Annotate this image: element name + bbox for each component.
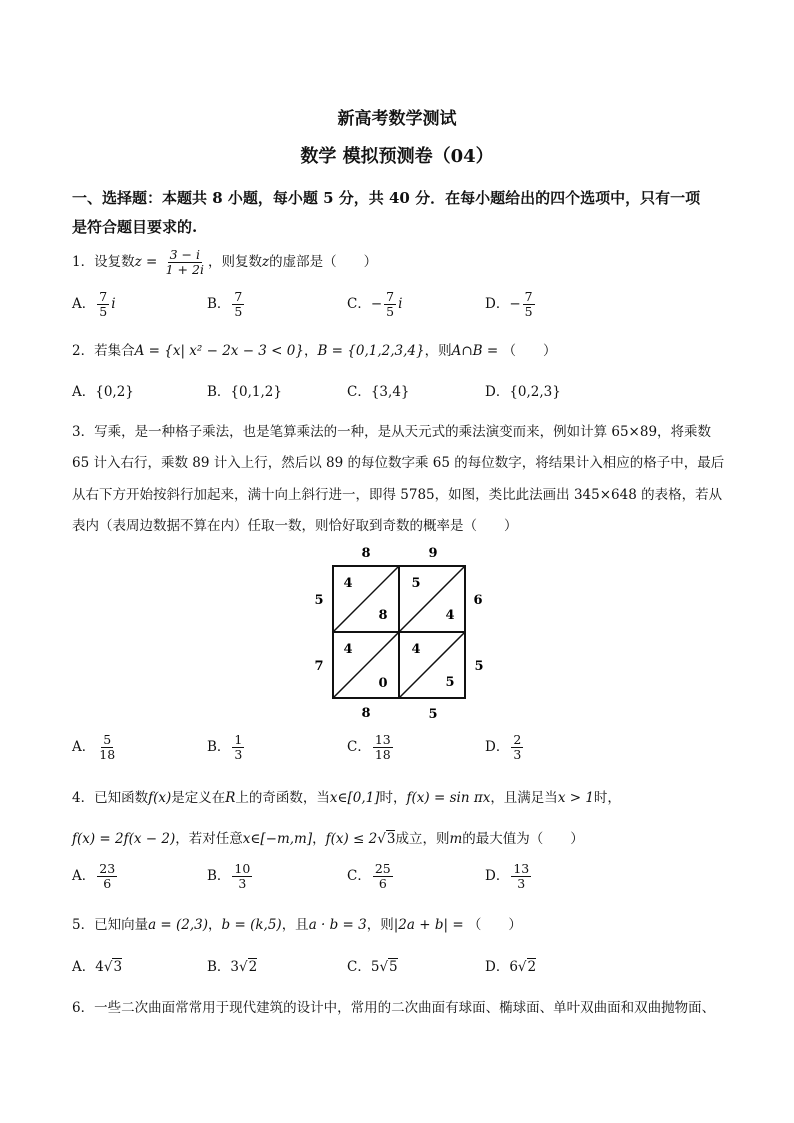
question-1-stem bbox=[72, 248, 377, 277]
option-radicand: 3 bbox=[113, 959, 123, 975]
option-fraction bbox=[232, 733, 244, 762]
q4-text: 上的奇函数，当 bbox=[235, 790, 330, 806]
q3-line-2: 65 计入右行，乘数 89 计入上行，然后以 89 的每位数字乘 65 的每位数字，将结果计入相应的格子中，最后 bbox=[72, 455, 725, 471]
q4-text: ， bbox=[312, 831, 326, 847]
option-fraction bbox=[523, 290, 535, 319]
lattice-grid-figure bbox=[300, 540, 500, 725]
frac-num: 5 bbox=[103, 732, 112, 747]
page-title: 新高考数学测试 bbox=[337, 109, 457, 129]
option-coef: 5 bbox=[370, 959, 380, 975]
frac-den: 18 bbox=[374, 746, 391, 762]
frac-num: 7 bbox=[234, 289, 243, 304]
option-suffix: i bbox=[398, 295, 403, 312]
q4-math: x > 1 bbox=[557, 790, 594, 806]
frac-den: 6 bbox=[378, 875, 387, 891]
grid-right-digit: 5 bbox=[474, 659, 484, 674]
grid-right-digit: 6 bbox=[473, 593, 483, 608]
option-radicand: 5 bbox=[389, 959, 398, 975]
option-label: B． bbox=[207, 295, 231, 312]
cell-digit: 4 bbox=[343, 576, 353, 591]
frac-den: 5 bbox=[234, 303, 243, 319]
q1-option-c[interactable] bbox=[347, 290, 402, 319]
q4-math: f(x) = sin πx bbox=[406, 790, 491, 806]
option-label: B． bbox=[207, 959, 231, 975]
cell-digit: 5 bbox=[445, 675, 455, 690]
q4-option-d[interactable] bbox=[485, 862, 533, 891]
option-text: {0,2,3} bbox=[509, 384, 561, 400]
option-label: B． bbox=[207, 738, 231, 755]
question-4-stem-line1 bbox=[72, 786, 621, 806]
q4-math: x∈[0,1] bbox=[329, 790, 380, 806]
q2-post: ，则 bbox=[424, 343, 452, 359]
q2-set-b: B = {0,1,2,3,4} bbox=[317, 343, 425, 359]
option-fraction bbox=[511, 862, 531, 891]
sqrt-symbol: √ bbox=[377, 831, 386, 847]
sqrt-symbol: √ bbox=[103, 959, 113, 975]
q2-option-b[interactable] bbox=[207, 380, 282, 400]
q1-eq: = bbox=[141, 253, 162, 270]
q4-math: m bbox=[449, 831, 463, 847]
frac-num: 10 bbox=[234, 861, 251, 876]
option-label: C． bbox=[347, 738, 371, 755]
frac-den: 3 bbox=[517, 875, 526, 891]
option-label: C． bbox=[347, 867, 371, 884]
option-coef: 6 bbox=[509, 959, 518, 975]
q4-math: f(x) bbox=[148, 790, 172, 806]
option-fraction bbox=[97, 290, 109, 319]
frac-num: 25 bbox=[374, 861, 391, 876]
q5-norm: |2a + b| bbox=[393, 917, 449, 933]
option-label: B． bbox=[207, 384, 231, 400]
option-fraction bbox=[97, 862, 117, 891]
q1-pre: 1．设复数 bbox=[72, 253, 135, 270]
q1-frac-den: 1 + 2i bbox=[165, 261, 204, 277]
q4-math: f(x) = 2f(x − 2) bbox=[72, 831, 176, 847]
option-coef: 4 bbox=[95, 959, 104, 975]
option-fraction bbox=[97, 733, 117, 762]
option-fraction bbox=[373, 733, 393, 762]
frac-den: 3 bbox=[513, 746, 522, 762]
frac-num: 1 bbox=[234, 732, 243, 747]
q4-math: x∈[−m,m] bbox=[242, 831, 313, 847]
frac-den: 3 bbox=[238, 875, 247, 891]
frac-den: 5 bbox=[386, 303, 395, 319]
q4-text: 时， bbox=[379, 790, 407, 806]
sqrt-symbol: √ bbox=[379, 959, 389, 975]
option-fraction bbox=[232, 862, 252, 891]
option-label: D． bbox=[485, 959, 510, 975]
option-label: D． bbox=[485, 738, 510, 755]
frac-num: 13 bbox=[374, 732, 391, 747]
q1-post: ，则复数 bbox=[207, 253, 262, 270]
option-text: {0,1,2} bbox=[230, 384, 282, 400]
q5-option-b[interactable] bbox=[207, 955, 257, 975]
q1-z2: z bbox=[261, 253, 270, 270]
q5-vector-b: b = (k,5) bbox=[221, 917, 282, 933]
q5-text: ，且 bbox=[281, 917, 309, 933]
q5-dot-product: a · b = 3 bbox=[308, 917, 367, 933]
q2-post2: = （ ） bbox=[482, 343, 557, 359]
q4-text: 的最大值为（ ） bbox=[462, 831, 584, 847]
q2-expr: A∩B bbox=[451, 343, 483, 359]
option-label: C． bbox=[347, 384, 371, 400]
grid-left-digit: 7 bbox=[314, 659, 324, 674]
frac-den: 6 bbox=[103, 875, 112, 891]
frac-num: 7 bbox=[99, 289, 108, 304]
q2-option-a[interactable] bbox=[72, 380, 134, 400]
grid-left-digit: 5 bbox=[314, 593, 324, 608]
q4-option-c[interactable] bbox=[347, 862, 395, 891]
section-heading-line1: 一、选择题：本题共 8 小题，每小题 5 分，共 40 分．在每小题给出的四个选项中，只有一项 bbox=[72, 189, 701, 207]
question-5-stem bbox=[72, 913, 522, 933]
question-4-stem-line2 bbox=[72, 827, 584, 847]
q3-option-a[interactable] bbox=[72, 733, 119, 762]
option-coef: 3 bbox=[230, 959, 240, 975]
q4-text: 是定义在 bbox=[171, 790, 226, 806]
option-label: A． bbox=[72, 959, 96, 975]
sqrt-symbol: √ bbox=[239, 959, 248, 975]
grid-diagonal bbox=[399, 566, 465, 632]
frac-num: 13 bbox=[513, 861, 530, 876]
option-label: A． bbox=[72, 384, 96, 400]
q4-math: R bbox=[225, 790, 236, 806]
q5-text: 5．已知向量 bbox=[72, 917, 149, 933]
q4-text: ，若对任意 bbox=[175, 831, 243, 847]
cell-digit: 0 bbox=[378, 676, 388, 691]
q5-option-d[interactable] bbox=[485, 955, 536, 975]
q4-text: 成立，则 bbox=[395, 831, 450, 847]
option-text: {0,2} bbox=[95, 384, 134, 400]
q1-option-b[interactable] bbox=[207, 290, 246, 319]
option-label: C． bbox=[347, 295, 371, 312]
option-sign: − bbox=[509, 295, 521, 312]
option-fraction bbox=[511, 733, 523, 762]
option-sign: − bbox=[370, 295, 383, 312]
option-label: B． bbox=[207, 867, 231, 884]
q1-post2: 的虚部是（ ） bbox=[269, 253, 378, 270]
q5-text: ，则 bbox=[366, 917, 394, 933]
q4-math: f(x) ≤ 2 bbox=[325, 831, 378, 847]
q4-option-b[interactable] bbox=[207, 862, 254, 891]
q2-mid: ， bbox=[303, 343, 318, 359]
q1-z: z bbox=[134, 253, 142, 270]
q4-text: 时， bbox=[593, 790, 621, 806]
option-fraction bbox=[384, 290, 396, 319]
q5-text: = （ ） bbox=[448, 917, 522, 933]
q4-text: ，且满足当 bbox=[490, 790, 558, 806]
sqrt-symbol: √ bbox=[517, 959, 527, 975]
q5-option-a[interactable] bbox=[72, 955, 122, 975]
frac-den: 3 bbox=[234, 746, 243, 762]
option-label: D． bbox=[485, 867, 510, 884]
question-2-stem bbox=[72, 339, 556, 359]
q6-line-1: 6．一些二次曲面常常用于现代建筑的设计中，常用的二次曲面有球面、椭球面、单叶双曲面和双曲抛物面、 bbox=[72, 1000, 716, 1016]
q3-line-1: 3．写乘，是一种格子乘法，也是笔算乘法的一种，是从天元式的乘法演变而来，例如计算 65×89，将乘数 bbox=[72, 424, 712, 440]
cell-digit: 4 bbox=[411, 642, 421, 657]
frac-num: 7 bbox=[524, 289, 533, 304]
q2-pre: 2．若集合 bbox=[72, 343, 135, 359]
frac-num: 23 bbox=[99, 861, 116, 876]
q4-text: 4．已知函数 bbox=[72, 790, 149, 806]
grid-top-digit: 9 bbox=[428, 546, 438, 561]
q1-fraction bbox=[164, 248, 206, 277]
q2-set-a: A = {x| x² − 2x − 3 < 0} bbox=[134, 343, 304, 359]
q3-option-d[interactable] bbox=[485, 733, 525, 762]
option-label: A． bbox=[72, 738, 96, 755]
frac-num: 7 bbox=[386, 289, 395, 304]
option-label: A． bbox=[72, 295, 96, 312]
q3-line-3: 从右下方开始按斜行加起来，满十向上斜行进一，即得 5785，如图，类比此法画出 345×648 的表格，若从 bbox=[72, 487, 723, 503]
cell-digit: 4 bbox=[343, 642, 353, 657]
option-fraction bbox=[373, 862, 393, 891]
page-subtitle: 数学 模拟预测卷（04） bbox=[300, 146, 494, 167]
q5-option-c[interactable] bbox=[347, 955, 398, 975]
cell-digit: 5 bbox=[411, 576, 421, 591]
q3-line-4: 表内（表周边数据不算在内）任取一数，则恰好取到奇数的概率是（ ） bbox=[72, 518, 518, 534]
q2-option-d[interactable] bbox=[485, 380, 561, 400]
frac-den: 5 bbox=[524, 303, 533, 319]
section-heading-line2: 是符合题目要求的. bbox=[72, 218, 198, 236]
option-suffix: i bbox=[111, 295, 116, 312]
q1-option-d[interactable] bbox=[485, 290, 537, 319]
option-label: D． bbox=[485, 384, 510, 400]
cell-digit: 8 bbox=[378, 608, 388, 623]
q5-text: ， bbox=[208, 917, 222, 933]
option-label: C． bbox=[347, 959, 371, 975]
grid-bottom-digit: 8 bbox=[361, 706, 371, 721]
grid-top-digit: 8 bbox=[361, 546, 371, 561]
option-label: D． bbox=[485, 295, 510, 312]
q2-option-c[interactable] bbox=[347, 380, 410, 400]
q1-option-a[interactable] bbox=[72, 290, 116, 319]
frac-den: 18 bbox=[99, 746, 116, 762]
option-radicand: 2 bbox=[248, 959, 258, 975]
option-text: {3,4} bbox=[370, 384, 410, 400]
q3-option-c[interactable] bbox=[347, 733, 395, 762]
grid-bottom-digit: 5 bbox=[428, 707, 438, 722]
q3-option-b[interactable] bbox=[207, 733, 246, 762]
grid-diagonal bbox=[399, 632, 465, 698]
q5-vector-a: a = (2,3) bbox=[148, 917, 209, 933]
q4-option-a[interactable] bbox=[72, 862, 119, 891]
q4-radicand: 3 bbox=[386, 831, 396, 847]
option-radicand: 2 bbox=[527, 959, 537, 975]
frac-den: 5 bbox=[99, 303, 108, 319]
q1-frac-num: 3 − i bbox=[169, 247, 200, 262]
frac-num: 2 bbox=[513, 732, 522, 747]
cell-digit: 4 bbox=[445, 608, 455, 623]
option-label: A． bbox=[72, 867, 96, 884]
option-fraction bbox=[232, 290, 244, 319]
